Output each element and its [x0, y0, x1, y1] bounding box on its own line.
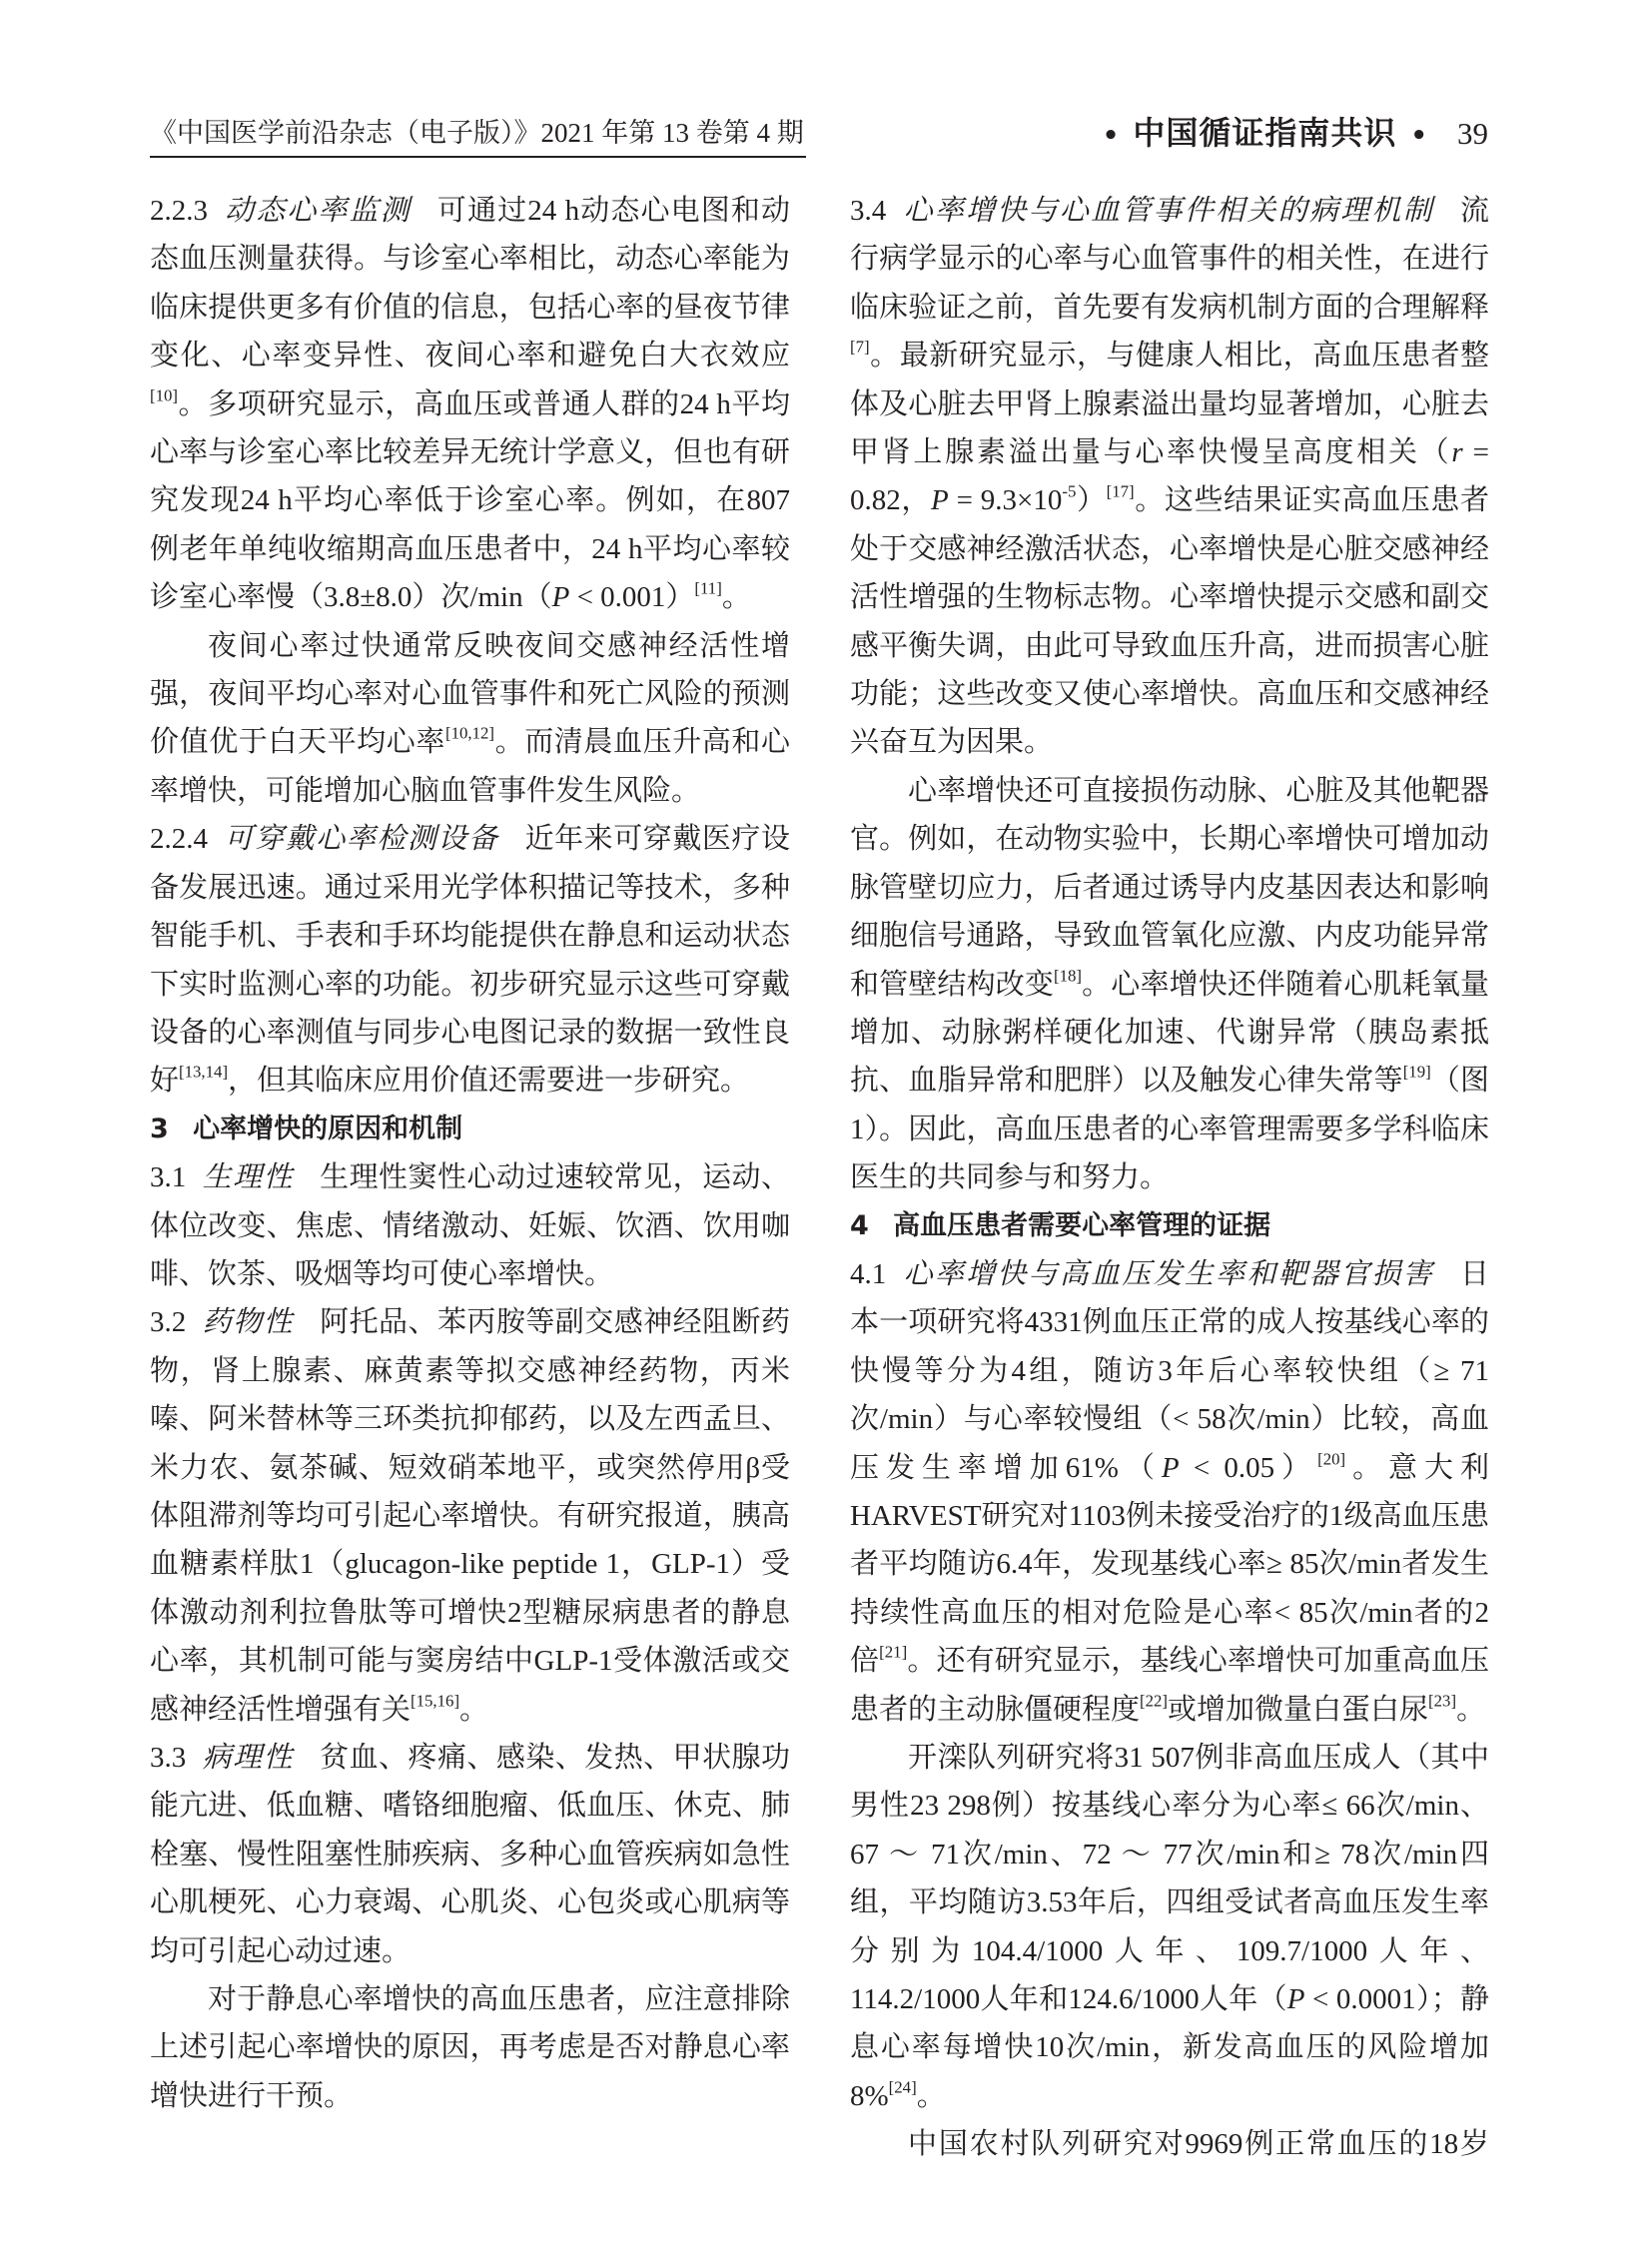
body-text: 流行病学显示的心率与心血管事件的相关性，在进行临床验证之前，首先要有发病机制方面的合理解释 [850, 195, 1489, 324]
heading-number: 3.3 [150, 1742, 187, 1774]
body-text: < 0.001） [569, 581, 695, 614]
body-text: 贫血、疼痛、感染、发热、甲状腺功能亢进、低血糖、嗜铬细胞瘤、低血压、休克、肺栓塞、慢性阻塞性肺疾病、多种心血管疾病如急性心肌梗死、心力衰竭、心肌炎、心包炎或心肌病等均可引起心动过速。 [150, 1742, 790, 1967]
body-text: 。多项研究显示，高血压或普通人群的24 h平均心率与诊室心率比较差异无统计学意义，但也有研究发现24 h平均心率低于诊室心率。例如，在807例老年单纯收缩期高血压患者中，24 h平均心率较诊室心率慢（3.8±8.0）次/min（ [150, 387, 790, 614]
body-text: 近年来可穿戴医疗设备发展迅速。通过采用光学体积描记等技术，多种智能手机、手表和手环均能提供在静息和运动状态下实时监测心率的功能。初步研究显示这些可穿戴设备的心率测值与同步心电图记录的数据一致性良好 [150, 823, 790, 1098]
body-text: 。还有研究显示，基线心率增快可加重高血压患者的主动脉僵硬程度 [850, 1645, 1489, 1726]
body-text: 。 [1456, 1693, 1486, 1726]
citation-superscript: [15,16] [411, 1690, 460, 1710]
italic-variable: P [551, 581, 570, 614]
heading-number: 4 [850, 1209, 869, 1241]
italic-variable: r [1451, 436, 1463, 469]
heading-number: 2.2.4 [150, 823, 208, 856]
subsection-paragraph [850, 187, 1489, 767]
body-text: = 9.3×10 [948, 484, 1063, 517]
citation-superscript: [18] [1054, 965, 1083, 985]
body-text: 日本一项研究将4331例血压正常的成人按基线心率的快慢等分为4组，随访3年后心率较快组（≥ 71次/min）与心率较慢组（< 58次/min）比较，高血压发生率增加61%（ [850, 1257, 1489, 1484]
subsection-heading: 病理性 [202, 1742, 295, 1774]
citation-superscript: [19] [1402, 1062, 1431, 1082]
citation-superscript: [20] [1317, 1448, 1346, 1468]
paragraph-continued [850, 2120, 1489, 2168]
section-label: 中国循证指南共识 [1133, 114, 1397, 152]
citation-superscript: [17] [1106, 481, 1135, 501]
heading-number: 3.2 [150, 1306, 187, 1339]
subsection-paragraph [150, 1734, 790, 1975]
body-text: 。而清晨血压升高和心率增快，可能增加心脑血管事件发生风险。 [150, 726, 790, 807]
body-text: = 0.82， [850, 436, 1489, 517]
subsection-paragraph [150, 1153, 790, 1298]
left-text-column [150, 187, 790, 2120]
subsection-heading: 药物性 [202, 1306, 295, 1339]
citation-superscript: [10] [150, 385, 179, 405]
subsection-heading: 心率增快与心血管事件相关的病理机制 [902, 195, 1434, 227]
section-label-header [1103, 110, 1488, 156]
subsection-heading: 心率增快与高血压发生率和靶器官损害 [902, 1257, 1434, 1290]
body-text: 阿托品、苯丙胺等副交感神经阻断药物，肾上腺素、麻黄素等拟交感神经药物，丙米嗪、阿米替林等三环类抗抑郁药，以及左西孟旦、米力农、氨茶碱、短效硝苯地平，或突然停用β受体阻滞剂等均可引起心率增快。有研究报道，胰高血糖素样肽1（glucagon-like peptide 1，GLP-1）受体激动剂利拉鲁肽等可增快2型糖尿病患者的静息心率，其机制可能与窦房结中GLP-1受体激活或交感神经活性增强有关 [150, 1306, 790, 1726]
journal-citation-header: 《中国医学前沿杂志（电子版）》2021 年第 13 卷第 4 期 [150, 110, 806, 158]
paragraph [150, 1975, 790, 2120]
body-text: ） [1076, 484, 1107, 517]
body-text: ，但其临床应用价值还需要进一步研究。 [228, 1065, 750, 1098]
heading-number: 3.4 [850, 195, 887, 227]
body-text: 或增加微量白蛋白尿 [1168, 1693, 1429, 1726]
italic-variable: P [1286, 1983, 1305, 2016]
body-text: （图1）。因此，高血压患者的心率管理需要多学科临床医生的共同参与和努力。 [850, 1065, 1489, 1194]
subsection-paragraph [150, 815, 790, 1105]
heading-number: 3 [150, 1113, 169, 1144]
subsection-heading: 可穿戴心率检测设备 [223, 823, 499, 856]
citation-superscript: [7] [850, 337, 870, 357]
body-text: < 0.0001）；静息心率每增快10次/min，新发高血压的风险增加8% [850, 1983, 1489, 2112]
body-text: 。心率增快还伴随着心肌耗氧量增加、动脉粥样硬化加速、代谢异常（胰岛素抵抗、血脂异常和肥胖）以及触发心律失常等 [850, 968, 1489, 1098]
heading-number: 2.2.3 [150, 195, 208, 227]
citation-superscript: [11] [694, 578, 722, 598]
section-heading [850, 1202, 1489, 1250]
body-text: 生理性窦性心动过速较常见，运动、体位改变、焦虑、情绪激动、妊娠、饮酒、饮用咖啡、饮茶、吸烟等均可使心率增快。 [150, 1161, 790, 1290]
body-text: 心率增快还可直接损伤动脉、心脏及其他靶器官。例如，在动物实验中，长期心率增快可增加动脉管壁切应力，后者通过诱导内皮基因表达和影响细胞信号通路，导致血管氧化应激、内皮功能异常和管壁结构改变 [850, 774, 1489, 1001]
body-text: 。 [916, 2079, 946, 2112]
body-text: 。最新研究显示，与健康人相比，高血压患者整体及心脏去甲肾上腺素溢出量均显著增加，心脏去甲肾上腺素溢出量与心率快慢呈高度相关（ [850, 340, 1489, 469]
citation-superscript: -5 [1062, 481, 1077, 501]
page-number: 39 [1457, 116, 1488, 151]
paragraph [850, 1734, 1489, 2120]
subsection-paragraph [850, 1250, 1489, 1734]
section-title: 心率增快的原因和机制 [193, 1113, 463, 1144]
italic-variable: P [1161, 1451, 1180, 1484]
body-text: 。 [721, 581, 751, 614]
paragraph [850, 767, 1489, 1202]
body-text: 开滦队列研究将31 507例非高血压成人（其中男性23 298例）按基线心率分为心率≤ 66次/min、67 ～ 71次/min、72 ～ 77次/min和≥ 78次/min四组，平均随访3.53年后，四组受试者高血压发生率分别为104.4/1000人年、109.7/1000人年、114.2/1000人年和124.6/1000人年（ [850, 1742, 1489, 2016]
citation-superscript: [23] [1428, 1690, 1457, 1710]
body-text: 对于静息心率增快的高血压患者，应注意排除上述引起心率增快的原因，再考虑是否对静息心率增快进行干预。 [150, 1983, 790, 2112]
citation-superscript: [24] [888, 2077, 917, 2097]
section-heading [150, 1106, 790, 1153]
body-text: 夜间心率过快通常反映夜间交感神经活性增强，夜间平均心率对心血管事件和死亡风险的预测价值优于白天平均心率 [150, 629, 790, 759]
body-text: < 0.05） [1179, 1451, 1318, 1484]
right-text-column [850, 187, 1489, 2169]
subsection-paragraph [150, 1298, 790, 1734]
bullet-left: • [1102, 121, 1120, 151]
body-text: 。意大利HARVEST研究对1103例未接受治疗的1级高血压患者平均随访6.4年，发现基线心率≥ 85次/min者发生持续性高血压的相对危险是心率< 85次/min者的2倍 [850, 1451, 1489, 1678]
subsection-paragraph [150, 187, 790, 622]
body-text: 可通过24 h动态心电图和动态血压测量获得。与诊室心率相比，动态心率能为临床提供更多有价值的信息，包括心率的昼夜节律变化、心率变异性、夜间心率和避免白大衣效应 [150, 195, 790, 373]
body-text: 。 [459, 1693, 489, 1726]
body-text: 。这些结果证实高血压患者处于交感神经激活状态，心率增快是心脏交感神经活性增强的生物标志物。心率增快提示交感和副交感平衡失调，由此可导致血压升高，进而损害心脏功能；这些改变又使心率增快。高血压和交感神经兴奋互为因果。 [850, 484, 1489, 759]
citation-superscript: [22] [1140, 1690, 1169, 1710]
heading-number: 3.1 [150, 1161, 187, 1194]
citation-superscript: [10,12] [444, 723, 495, 743]
bullet-right: • [1410, 121, 1427, 151]
citation-superscript: [13,14] [179, 1062, 229, 1082]
citation-superscript: [21] [879, 1642, 908, 1662]
subsection-heading: 动态心率监测 [223, 195, 412, 227]
body-text: 中国农村队列研究对9969例正常血压的18岁 [908, 2128, 1489, 2161]
paragraph [150, 622, 790, 816]
italic-variable: P [930, 484, 949, 517]
heading-number: 4.1 [850, 1257, 887, 1290]
subsection-heading: 生理性 [202, 1161, 295, 1194]
section-title: 高血压患者需要心率管理的证据 [893, 1209, 1271, 1241]
